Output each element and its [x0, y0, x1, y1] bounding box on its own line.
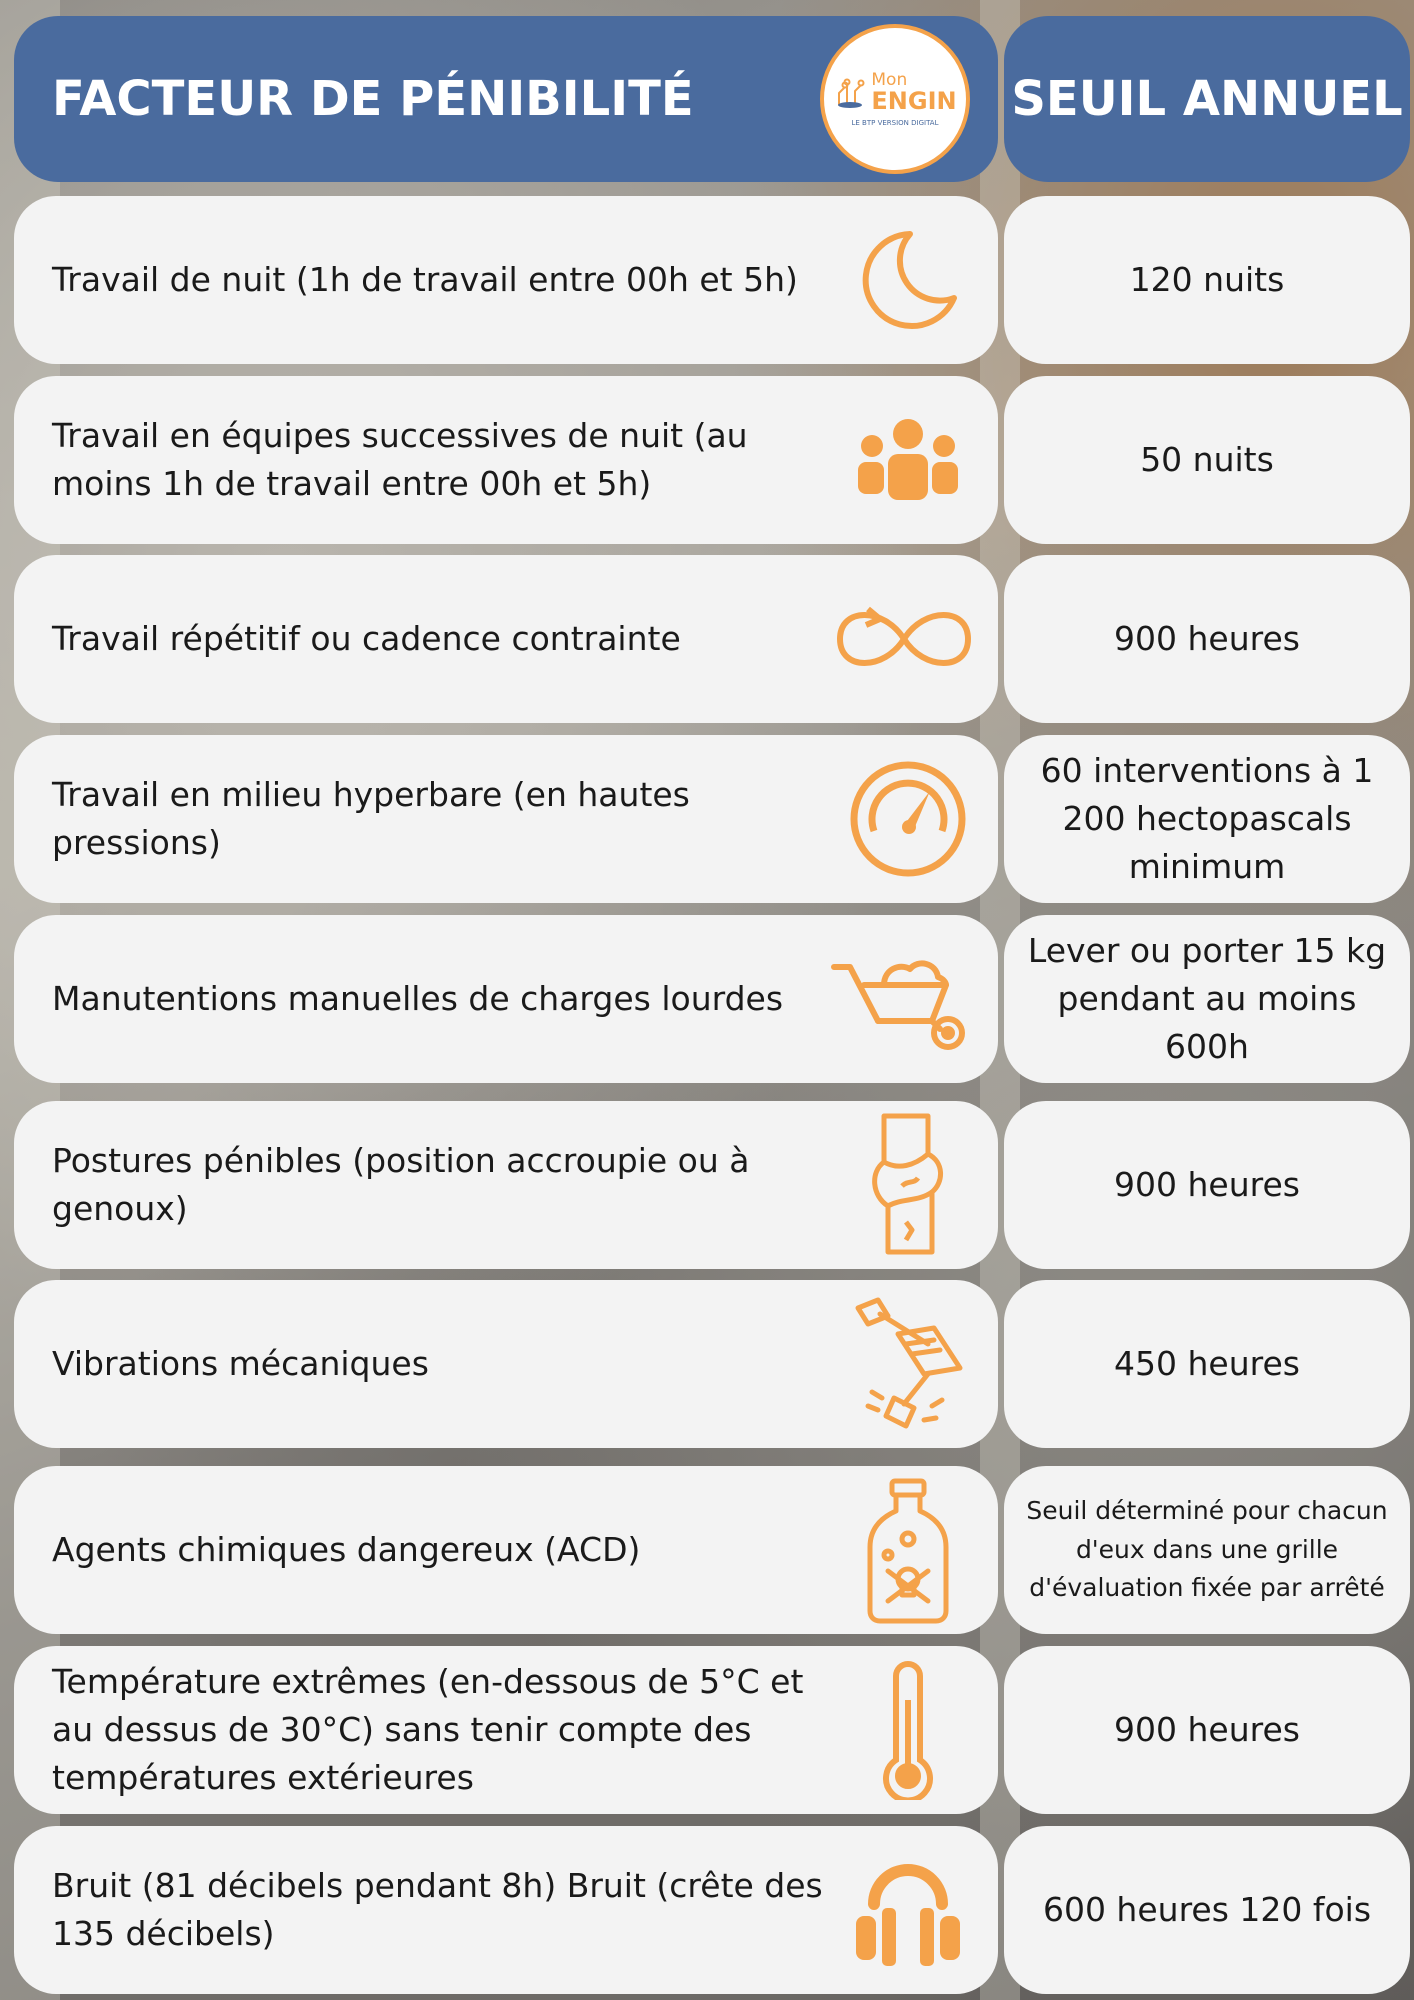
factor-cell-manual-handling [14, 915, 998, 1083]
threshold-column-header [1004, 16, 1410, 182]
pressure-gauge-icon [848, 759, 968, 879]
factor-label: Travail en milieu hyperbare (en hautes pressions) [52, 775, 690, 862]
factor-label: Travail répétitif ou cadence contrainte [52, 619, 681, 659]
threshold-value: Lever ou porter 15 kg pendant au moins 600h [1027, 931, 1387, 1066]
factor-label: Bruit (81 décibels pendant 8h) Bruit (crête des 135 décibels) [52, 1866, 823, 1953]
thermometer-icon [848, 1660, 968, 1800]
threshold-cell [1004, 555, 1410, 723]
threshold-cell [1004, 376, 1410, 544]
threshold-value: 600 heures 120 fois [1042, 1890, 1372, 1930]
factor-cell-night-shifts [14, 376, 998, 544]
threshold-cell [1004, 1101, 1410, 1269]
factor-cell-chemical-agents [14, 1466, 998, 1634]
mon-engin-logo [820, 24, 970, 174]
factor-label: Vibrations mécaniques [52, 1344, 429, 1384]
threshold-value: 900 heures [1114, 1165, 1300, 1205]
knee-joint-icon [848, 1110, 968, 1260]
wheelbarrow-icon [828, 939, 978, 1059]
threshold-header-title: SEUIL ANNUEL [1011, 71, 1403, 127]
factor-header-title: FACTEUR DE PÉNIBILITÉ [52, 71, 694, 127]
threshold-cell [1004, 1826, 1410, 1994]
logo-engin-text: ENGIN [871, 86, 957, 115]
logo-mon-text: Mon [871, 69, 908, 90]
threshold-value: 120 nuits [1129, 260, 1285, 300]
factor-cell-night-work [14, 196, 998, 364]
infinity-loop-icon [824, 579, 984, 699]
threshold-value: 450 heures [1114, 1344, 1300, 1384]
factor-label: Température extrêmes (en-dessous de 5°C et au dessus de 30°C) sans tenir compte des températures extérieures [52, 1662, 804, 1797]
factor-cell-temperature [14, 1646, 998, 1814]
factor-label: Travail de nuit (1h de travail entre 00h et 5h) [52, 260, 798, 300]
threshold-cell [1004, 735, 1410, 903]
factor-cell-repetitive-work [14, 555, 998, 723]
circuit-logo-icon [833, 75, 867, 109]
factor-cell-postures [14, 1101, 998, 1269]
threshold-value: 50 nuits [1140, 440, 1274, 480]
factor-cell-noise [14, 1826, 998, 1994]
threshold-value: 900 heures [1114, 619, 1300, 659]
moon-icon [848, 220, 968, 340]
factor-cell-vibrations [14, 1280, 998, 1448]
factor-label: Postures pénibles (position accroupie ou à genoux) [52, 1141, 750, 1228]
threshold-cell [1004, 1466, 1410, 1634]
factor-cell-hyperbaric [14, 735, 998, 903]
factor-label: Agents chimiques dangereux (ACD) [52, 1530, 641, 1570]
logo-tagline: LE BTP VERSION DIGITAL [851, 118, 939, 127]
team-icon [848, 400, 968, 520]
threshold-cell [1004, 1280, 1410, 1448]
factor-label: Travail en équipes successives de nuit (au moins 1h de travail entre 00h et 5h) [52, 416, 748, 503]
factor-label: Manutentions manuelles de charges lourdes [52, 979, 784, 1019]
poison-bottle-icon [848, 1475, 968, 1625]
jackhammer-icon [848, 1294, 968, 1434]
threshold-value: 900 heures [1114, 1710, 1300, 1750]
ear-defenders-icon [848, 1850, 968, 1970]
threshold-cell [1004, 196, 1410, 364]
threshold-cell [1004, 915, 1410, 1083]
threshold-value: 60 interventions à 1 200 hectopascals minimum [1040, 751, 1374, 886]
threshold-value: Seuil déterminé pour chacun d'eux dans une grille d'évaluation fixée par arrêté [1026, 1495, 1388, 1603]
threshold-cell [1004, 1646, 1410, 1814]
